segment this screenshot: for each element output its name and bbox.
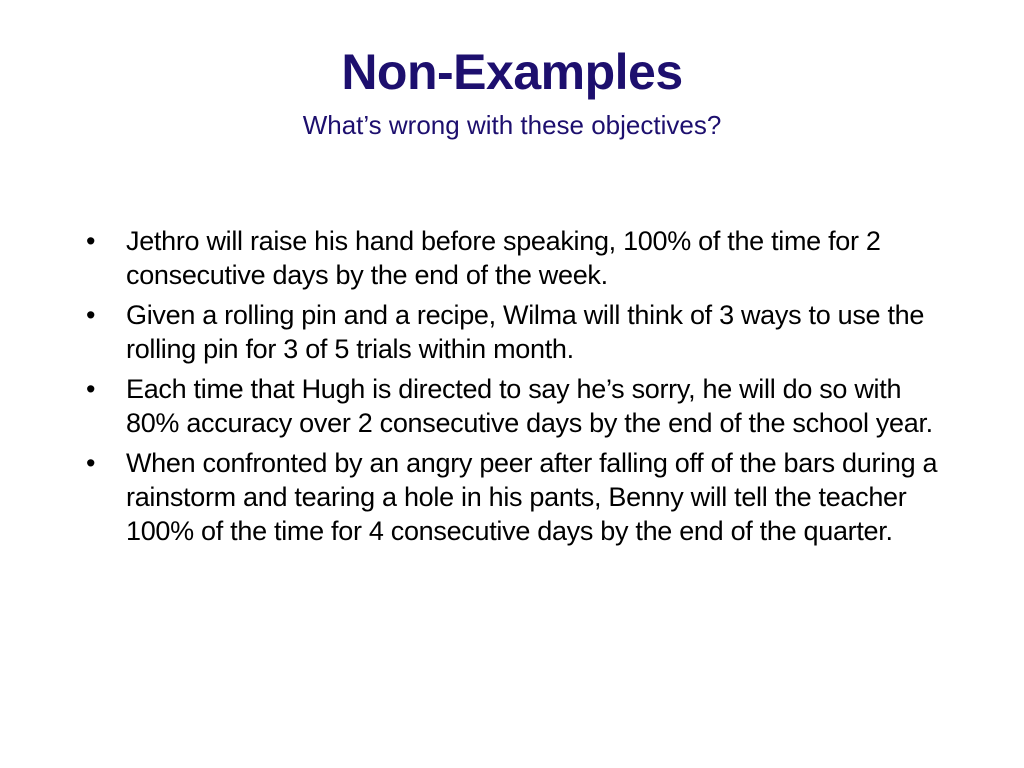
bullet-item <box>84 372 954 440</box>
bullet-marker: • <box>86 226 96 256</box>
bullet-text: Each time that Hugh is directed to say he’s sorry, he will do so with 80% accuracy over 2 consecutive days by the end of the school year. <box>126 374 933 438</box>
bullet-item <box>84 298 954 366</box>
bullet-marker: • <box>86 300 96 330</box>
bullet-text: Given a rolling pin and a recipe, Wilma will think of 3 ways to use the rolling pin for 3 of 5 trials within month. <box>126 300 925 364</box>
bullet-marker: • <box>86 374 96 404</box>
title-block <box>60 40 964 142</box>
bullet-marker: • <box>86 448 96 478</box>
bullet-text: Jethro will raise his hand before speaking, 100% of the time for 2 consecutive days by the end of the week. <box>126 226 881 290</box>
bullet-item <box>84 446 954 548</box>
bullet-list <box>84 224 954 554</box>
slide-title: Non-Examples <box>341 44 683 100</box>
bullet-text: When confronted by an angry peer after falling off of the bars during a rainstorm and tearing a hole in his pants, Benny will tell the teacher 100% of the time for 4 consecutive days by the end of the quarter. <box>126 448 938 546</box>
bullet-item <box>84 224 954 292</box>
slide-subtitle: What’s wrong with these objectives? <box>302 110 722 140</box>
